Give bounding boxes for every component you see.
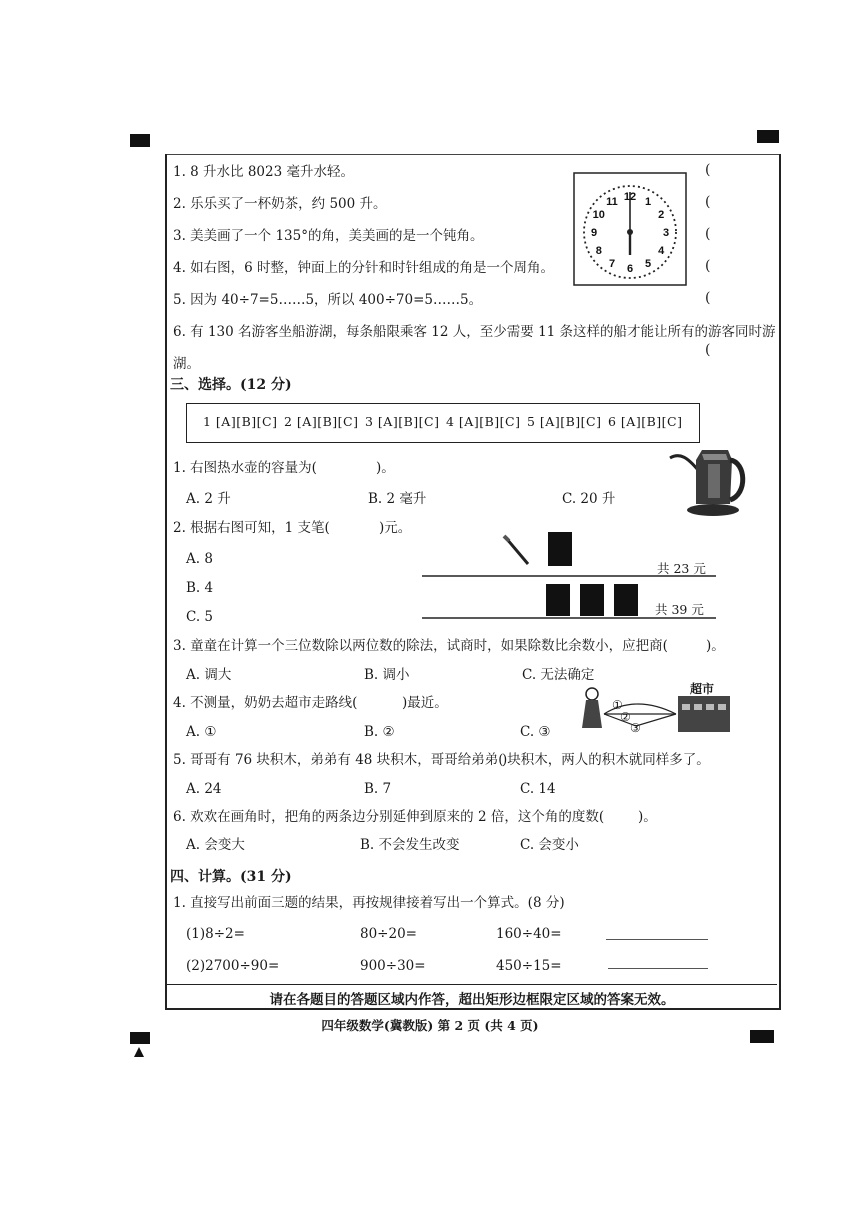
answer-sheet-q2[interactable]: 2 [A][B][C] — [284, 414, 359, 429]
route-3-label: ③ — [630, 721, 641, 735]
judge-item-4: 4. 如右图，6 时整，钟面上的分针和时针组成的角是一个周角。 — [173, 260, 555, 276]
registration-mark-top-left — [130, 134, 150, 147]
judge-item-3: 3. 美美画了一个 135°的角，美美画的是一个钝角。 — [173, 228, 484, 244]
calc-row1-expr3: 160÷40= — [496, 926, 562, 942]
route-2-label: ② — [620, 710, 631, 724]
judge-item-1: 1. 8 升水比 8023 毫升水轻。 — [173, 164, 354, 180]
choice-q5-option-b[interactable]: B. 7 — [364, 781, 392, 797]
section-calc-heading: 四、计算。(31 分) — [170, 869, 292, 885]
answer-paren-3[interactable]: ( — [705, 226, 711, 242]
triangle-marker-icon — [133, 1046, 145, 1058]
judge-item-5: 5. 因为 40÷7=5……5，所以 400÷70=5……5。 — [173, 292, 483, 308]
clock-numeral: 4 — [658, 245, 665, 257]
clock-numeral: 9 — [590, 227, 598, 239]
choice-q2-stem: 2. 根据右图可知，1 支笔( — [173, 520, 330, 536]
clock-figure — [573, 172, 687, 286]
registration-mark-top-right — [757, 130, 779, 143]
section-choice-heading: 三、选择。(12 分) — [170, 377, 292, 393]
answer-sheet-q5[interactable]: 5 [A][B][C] — [527, 414, 602, 429]
calc-row2-blank[interactable] — [608, 968, 708, 969]
choice-q6-option-a[interactable]: A. 会变大 — [186, 837, 245, 853]
notebooks-total-label: 共 39 元 — [655, 602, 704, 617]
choice-q6-option-b[interactable]: B. 不会发生改变 — [360, 837, 460, 853]
answer-sheet-q4[interactable]: 4 [A][B][C] — [446, 414, 521, 429]
judge-item-2: 2. 乐乐买了一杯奶茶，约 500 升。 — [173, 196, 387, 212]
choice-q3-option-c[interactable]: C. 无法确定 — [522, 667, 595, 683]
choice-q4-close: )最近。 — [402, 695, 448, 711]
choice-q6-close: )。 — [638, 809, 657, 825]
answer-paren-4[interactable]: ( — [705, 258, 711, 274]
clock-numeral: 1 — [644, 195, 652, 208]
choice-q5-option-c[interactable]: C. 14 — [520, 781, 556, 797]
clock-numeral: 2 — [658, 209, 665, 221]
calc-row2-expr2: 900÷30= — [360, 958, 426, 974]
choice-q2-option-b[interactable]: B. 4 — [186, 580, 214, 596]
answer-paren-5[interactable]: ( — [705, 290, 711, 306]
calc-row2-expr3: 450÷15= — [496, 958, 562, 974]
answer-paren-6[interactable]: ( — [705, 342, 711, 358]
choice-q4-option-a[interactable]: A. ① — [186, 724, 217, 740]
judge-item-6: 6. 有 130 名游客坐船游湖，每条船限乘客 12 人，至少需要 11 条这样的船才能让所有的游客同时游 — [173, 324, 776, 340]
page-number: 四年级数学(冀教版) 第 2 页 (共 4 页) — [321, 1018, 539, 1033]
kettle-icon — [668, 444, 750, 520]
answer-sheet-q6[interactable]: 6 [A][B][C] — [608, 414, 683, 429]
answer-paren-1[interactable]: ( — [705, 162, 711, 178]
clock-numeral: 10 — [592, 209, 605, 221]
clock-numeral: 3 — [662, 227, 670, 239]
answer-paren-2[interactable]: ( — [705, 194, 711, 210]
clock-numeral: 6 — [626, 263, 634, 275]
supermarket-sign: 超市 — [690, 682, 715, 696]
answer-sheet-q3[interactable]: 3 [A][B][C] — [365, 414, 440, 429]
clock-numeral: 8 — [595, 245, 602, 257]
clock-numeral: 11 — [606, 195, 618, 208]
choice-q1-option-b[interactable]: B. 2 毫升 — [368, 491, 427, 507]
calc-row1-expr1: (1)8÷2= — [186, 926, 245, 942]
choice-q5-close: )块积木，两人的积木就同样多了。 — [502, 752, 710, 768]
choice-q3-close: )。 — [706, 638, 725, 654]
clock-numeral: 12 — [623, 191, 637, 203]
choice-q4-option-c[interactable]: C. ③ — [520, 724, 551, 740]
answer-sheet-box — [186, 403, 700, 443]
pen-notebook-total-label: 共 23 元 — [657, 561, 706, 576]
calc-q1-stem: 1. 直接写出前面三题的结果，再按规律接着写出一个算式。(8 分) — [173, 895, 565, 911]
judge-item-6-cont: 湖。 — [173, 356, 200, 372]
footer-band — [167, 984, 777, 1009]
choice-q1-option-a[interactable]: A. 2 升 — [186, 491, 231, 507]
calc-row1-blank[interactable] — [606, 939, 708, 940]
answer-sheet-q1[interactable]: 1 [A][B][C] — [203, 414, 278, 429]
footer-note: 请在各题目的答题区域内作答，超出矩形边框限定区域的答案无效。 — [269, 992, 675, 1008]
choice-q1-close: )。 — [376, 460, 395, 476]
choice-q4-stem: 4. 不测量，奶奶去超市走路线( — [173, 695, 358, 711]
choice-q5-option-a[interactable]: A. 24 — [186, 781, 222, 797]
choice-q2-option-c[interactable]: C. 5 — [186, 609, 214, 625]
choice-q4-option-b[interactable]: B. ② — [364, 724, 395, 740]
calc-row1-expr2: 80÷20= — [360, 926, 417, 942]
clock-numeral: 5 — [644, 258, 652, 271]
clock-numeral: 7 — [608, 258, 616, 271]
choice-q3-stem: 3. 童童在计算一个三位数除以两位数的除法，试商时，如果除数比余数小，应把商( — [173, 638, 668, 654]
choice-q3-option-a[interactable]: A. 调大 — [186, 667, 232, 683]
choice-q1-option-c[interactable]: C. 20 升 — [562, 491, 616, 507]
choice-q5-stem: 5. 哥哥有 76 块积木，弟弟有 48 块积木，哥哥给弟弟( — [173, 752, 504, 768]
route-1-label: ① — [612, 698, 623, 712]
choice-q2-close: )元。 — [379, 520, 412, 536]
choice-q3-option-b[interactable]: B. 调小 — [364, 667, 410, 683]
choice-q2-option-a[interactable]: A. 8 — [186, 551, 213, 567]
choice-q6-stem: 6. 欢欢在画角时，把角的两条边分别延伸到原来的 2 倍，这个角的度数( — [173, 809, 605, 825]
choice-q1-stem: 1. 右图热水壶的容量为( — [173, 460, 317, 476]
calc-row2-expr1: (2)2700÷90= — [186, 958, 280, 974]
choice-q6-option-c[interactable]: C. 会变小 — [520, 837, 579, 853]
